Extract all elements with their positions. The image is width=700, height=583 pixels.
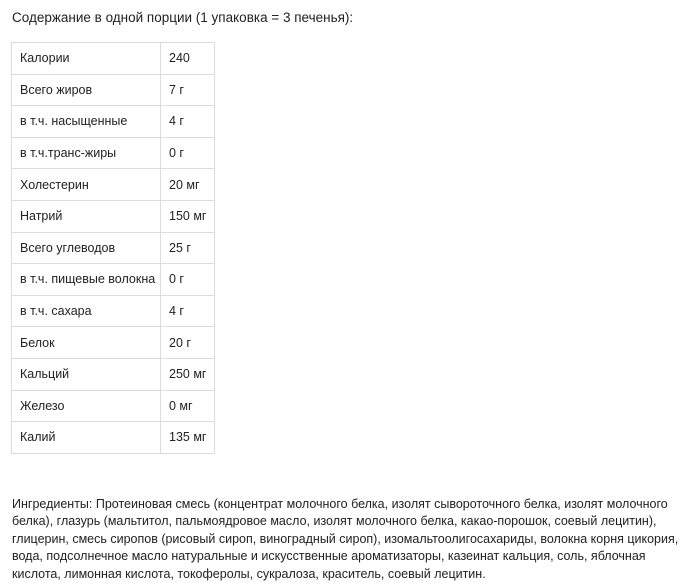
nutrient-name: Всего углеводов: [12, 232, 161, 264]
table-row: [12, 358, 215, 390]
ingredients-text: Ингредиенты: Протеиновая смесь (концентрат молочного белка, изолят сывороточного белка, изолят молочного белка), глазурь (мальтитол, пальмоядровое масло, изолят молочного белка, какао-порошок, соевый лецитин), глицерин, смесь сиропов (рисовый сироп, виноградный сироп), изомальтоолигосахариды, волокна корня цикория, вода, подсолнечное масло натуральные и искусственные ароматизаторы, казеинат кальция, соль, яблочная кислота, лимонная кислота, токоферолы, сукралоза, краситель, соевый лецитин.: [12, 496, 696, 583]
nutrient-name: Железо: [12, 390, 161, 422]
nutrient-value: 20 мг: [161, 169, 215, 201]
table-row: [12, 422, 215, 454]
nutrient-value: 0 г: [161, 137, 215, 169]
nutrient-value: 0 мг: [161, 390, 215, 422]
table-row: [12, 200, 215, 232]
table-row: [12, 43, 215, 75]
nutrient-name: в т.ч. насыщенные: [12, 106, 161, 138]
nutrient-value: 7 г: [161, 74, 215, 106]
nutrient-value: 4 г: [161, 106, 215, 138]
table-row: [12, 169, 215, 201]
nutrient-value: 4 г: [161, 295, 215, 327]
nutrient-value: 135 мг: [161, 422, 215, 454]
nutrient-value: 25 г: [161, 232, 215, 264]
nutrient-value: 20 г: [161, 327, 215, 359]
table-row: [12, 327, 215, 359]
nutrient-name: Холестерин: [12, 169, 161, 201]
nutrient-value: 250 мг: [161, 358, 215, 390]
nutrient-name: в т.ч. сахара: [12, 295, 161, 327]
table-row: [12, 390, 215, 422]
nutrient-name: Всего жиров: [12, 74, 161, 106]
nutrient-name: Калории: [12, 43, 161, 75]
nutrition-table: [11, 42, 215, 454]
nutrient-name: Натрий: [12, 200, 161, 232]
nutrient-name: Белок: [12, 327, 161, 359]
table-row: [12, 264, 215, 296]
serving-heading: Содержание в одной порции (1 упаковка = 3 печенья):: [12, 9, 353, 27]
table-row: [12, 106, 215, 138]
nutrient-name: в т.ч. пищевые волокна: [12, 264, 161, 296]
nutrient-name: Кальций: [12, 358, 161, 390]
nutrient-value: 150 мг: [161, 200, 215, 232]
table-row: [12, 137, 215, 169]
nutrient-name: Калий: [12, 422, 161, 454]
nutrient-name: в т.ч.транс-жиры: [12, 137, 161, 169]
table-row: [12, 232, 215, 264]
nutrient-value: 240: [161, 43, 215, 75]
nutrient-value: 0 г: [161, 264, 215, 296]
table-row: [12, 74, 215, 106]
table-row: [12, 295, 215, 327]
